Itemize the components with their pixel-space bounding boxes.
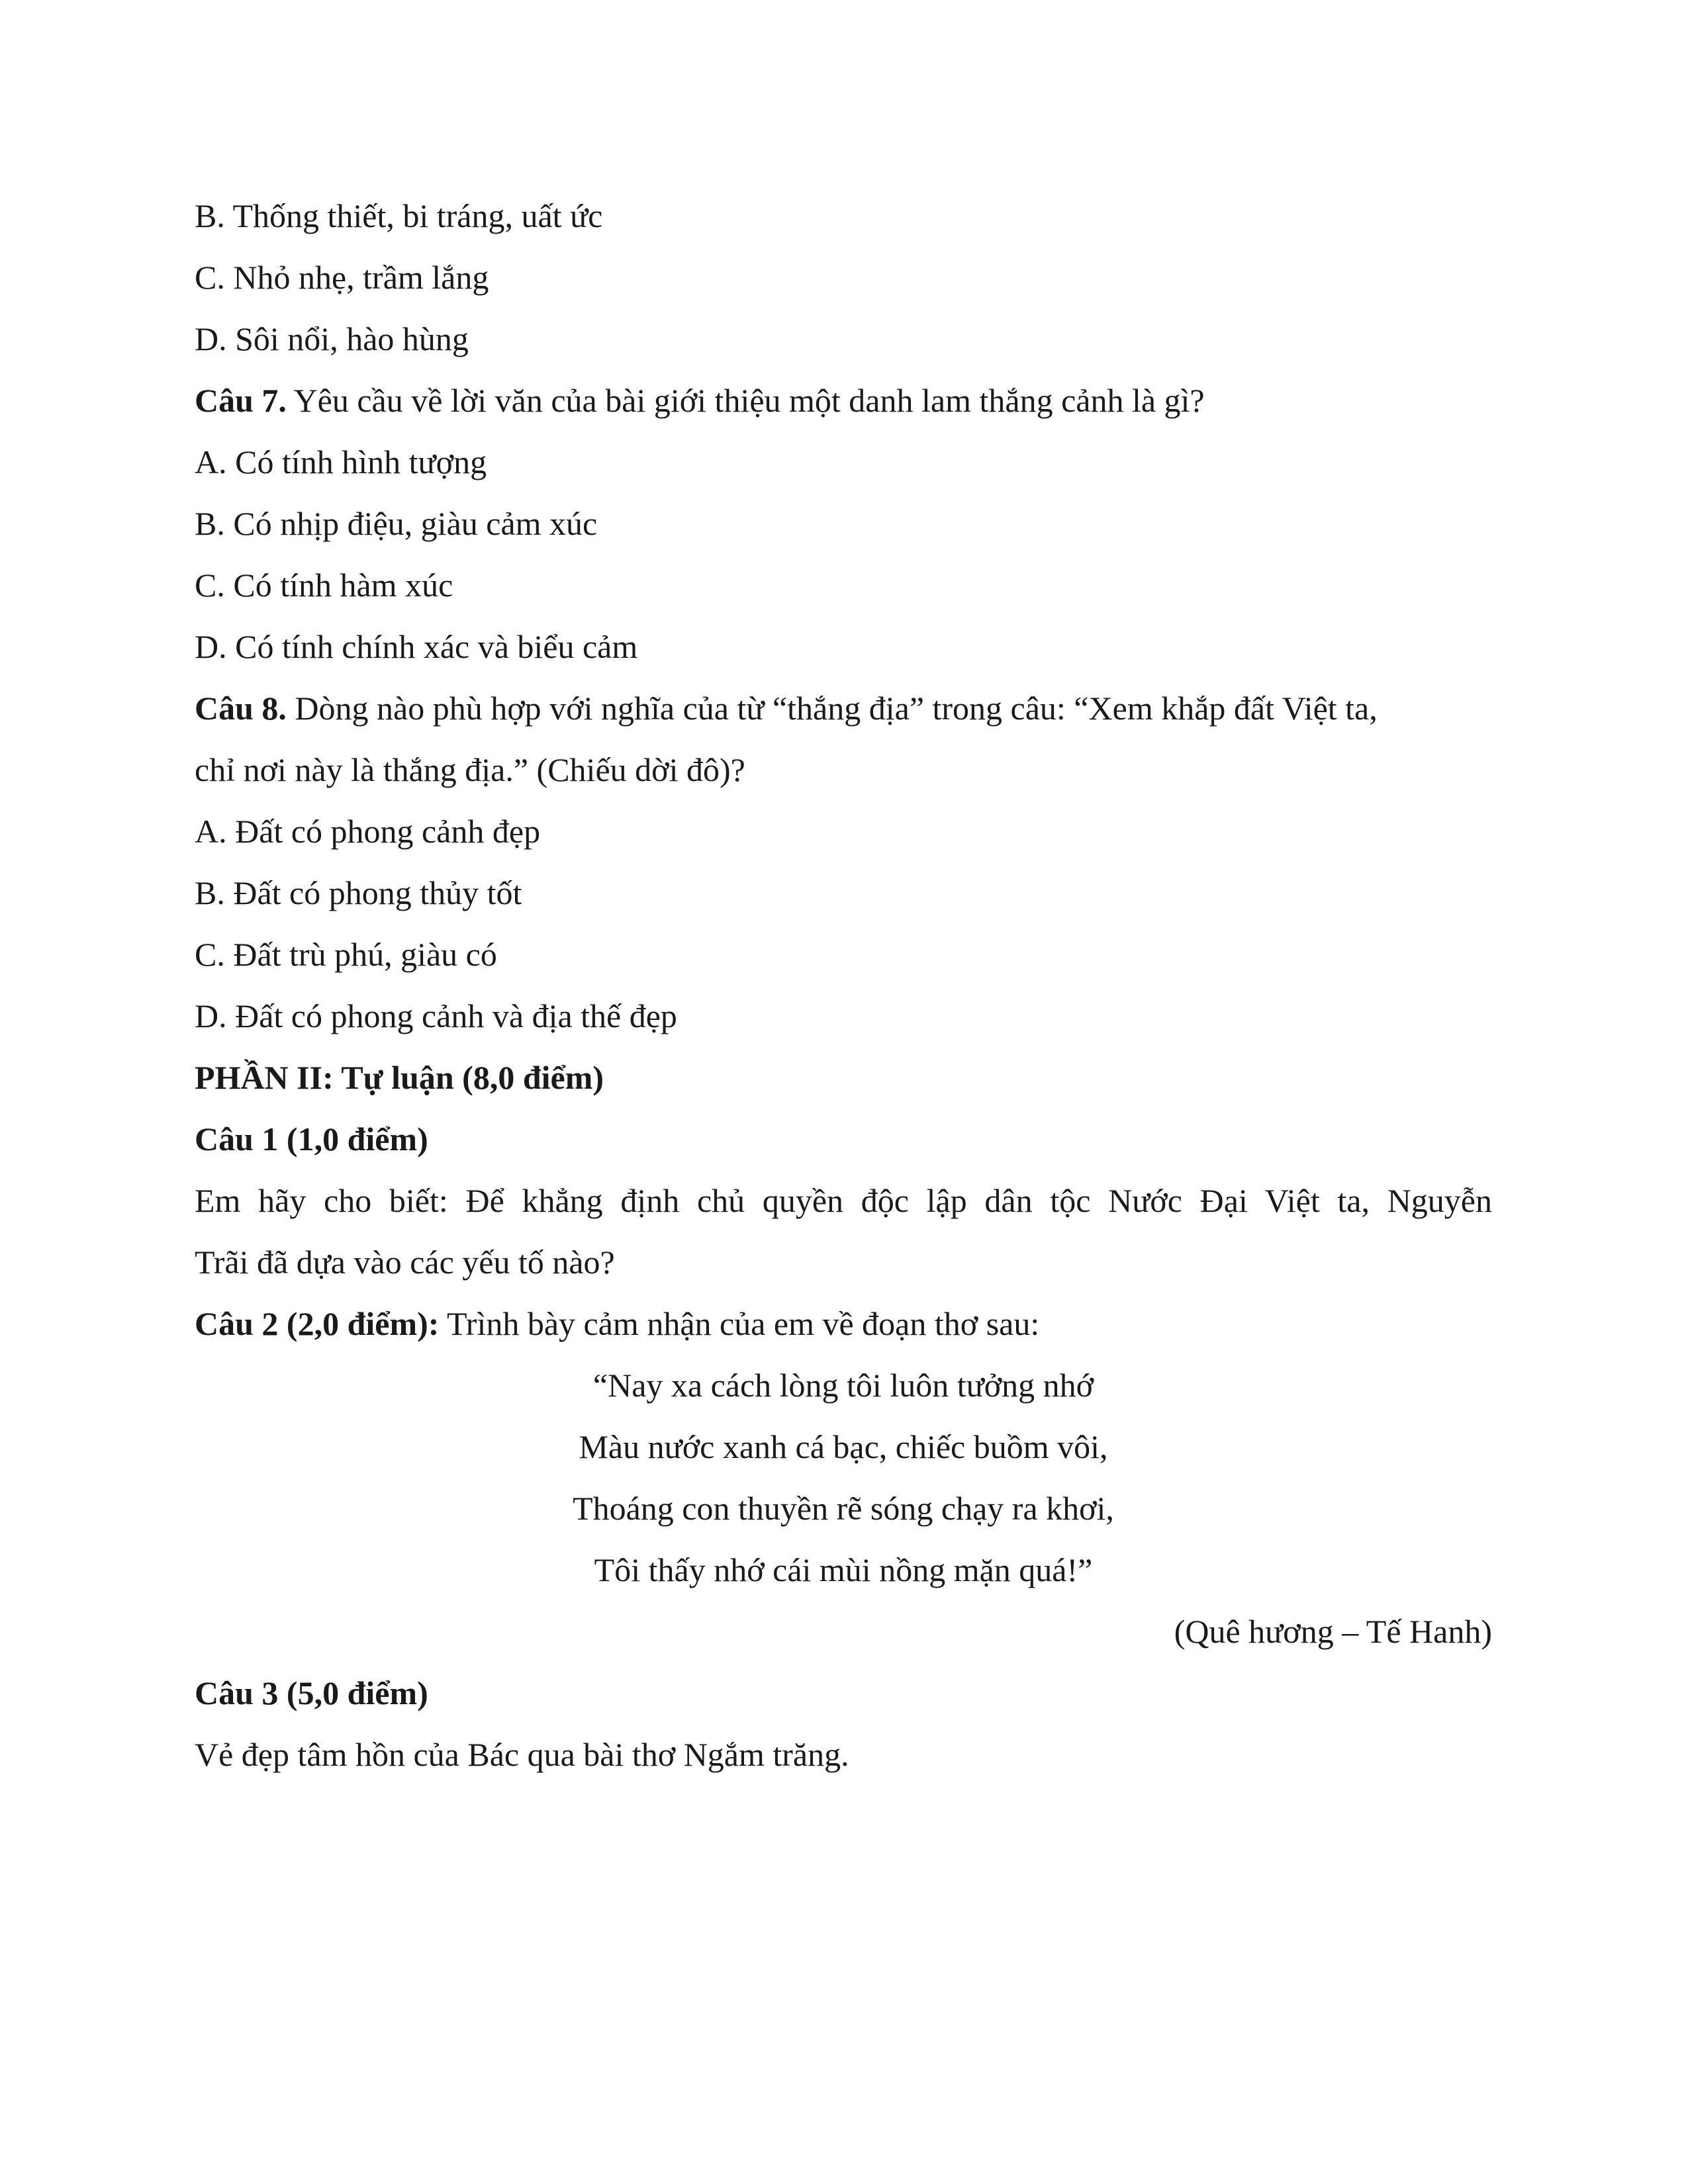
q8-option-b: B. Đất có phong thủy tốt	[195, 874, 522, 911]
question-7	[195, 370, 1492, 432]
essay-2-label: Câu 2 (2,0 điểm):	[195, 1305, 440, 1342]
essay-2	[195, 1293, 1492, 1355]
poem-excerpt	[195, 1355, 1492, 1601]
q8-option-d: D. Đất có phong cảnh và địa thế đẹp	[195, 997, 677, 1034]
q8-option-a: A. Đất có phong cảnh đẹp	[195, 813, 541, 850]
essay-3-label: Câu 3 (5,0 điểm)	[195, 1674, 428, 1711]
essay-1-label: Câu 1 (1,0 điểm)	[195, 1120, 428, 1158]
poem-line-3: Thoáng con thuyền rẽ sóng chạy ra khơi,	[573, 1490, 1114, 1527]
q6-option-b: B. Thống thiết, bi tráng, uất ức	[195, 197, 603, 234]
document-body	[195, 185, 1492, 1786]
q7-option-b: B. Có nhịp điệu, giàu cảm xúc	[195, 505, 598, 542]
question-8	[195, 678, 1492, 739]
question-7-label: Câu 7.	[195, 382, 287, 419]
q6-option-c: C. Nhỏ nhẹ, trầm lắng	[195, 259, 489, 296]
q7-option-a: A. Có tính hình tượng	[195, 443, 487, 480]
question-7-text: Yêu cầu về lời văn của bài giới thiệu một danh lam thắng cảnh là gì?	[286, 382, 1205, 419]
question-8-text-line2: chỉ nơi này là thắng địa.” (Chiếu dời đô)?	[195, 751, 745, 788]
poem-source: (Quê hương – Tế Hanh)	[1174, 1613, 1492, 1650]
q6-option-d: D. Sôi nổi, hào hùng	[195, 320, 469, 357]
poem-line-4: Tôi thấy nhớ cái mùi nồng mặn quá!”	[594, 1551, 1093, 1588]
essay-3-text: Vẻ đẹp tâm hồn của Bác qua bài thơ Ngắm trăng.	[195, 1736, 849, 1773]
essay-2-text: Trình bày cảm nhận của em về đoạn thơ sau:	[439, 1305, 1040, 1342]
essay-1-text-line1: Em hãy cho biết: Để khẳng định chủ quyền độc lập dân tộc Nước Đại Việt ta, Nguyễn	[195, 1182, 1492, 1219]
question-8-text-line1: Dòng nào phù hợp với nghĩa của từ “thắng địa” trong câu: “Xem khắp đất Việt ta,	[286, 690, 1378, 727]
question-8-label: Câu 8.	[195, 690, 287, 727]
q8-option-c: C. Đất trù phú, giàu có	[195, 936, 497, 973]
q7-option-c: C. Có tính hàm xúc	[195, 567, 453, 604]
essay-1-text-line2: Trãi đã dựa vào các yếu tố nào?	[195, 1244, 615, 1281]
part-2-heading: PHẦN II: Tự luận (8,0 điểm)	[195, 1059, 604, 1096]
poem-line-1: “Nay xa cách lòng tôi luôn tưởng nhớ	[592, 1367, 1094, 1404]
poem-line-2: Màu nước xanh cá bạc, chiếc buồm vôi,	[579, 1428, 1108, 1465]
q7-option-d: D. Có tính chính xác và biểu cảm	[195, 628, 638, 665]
